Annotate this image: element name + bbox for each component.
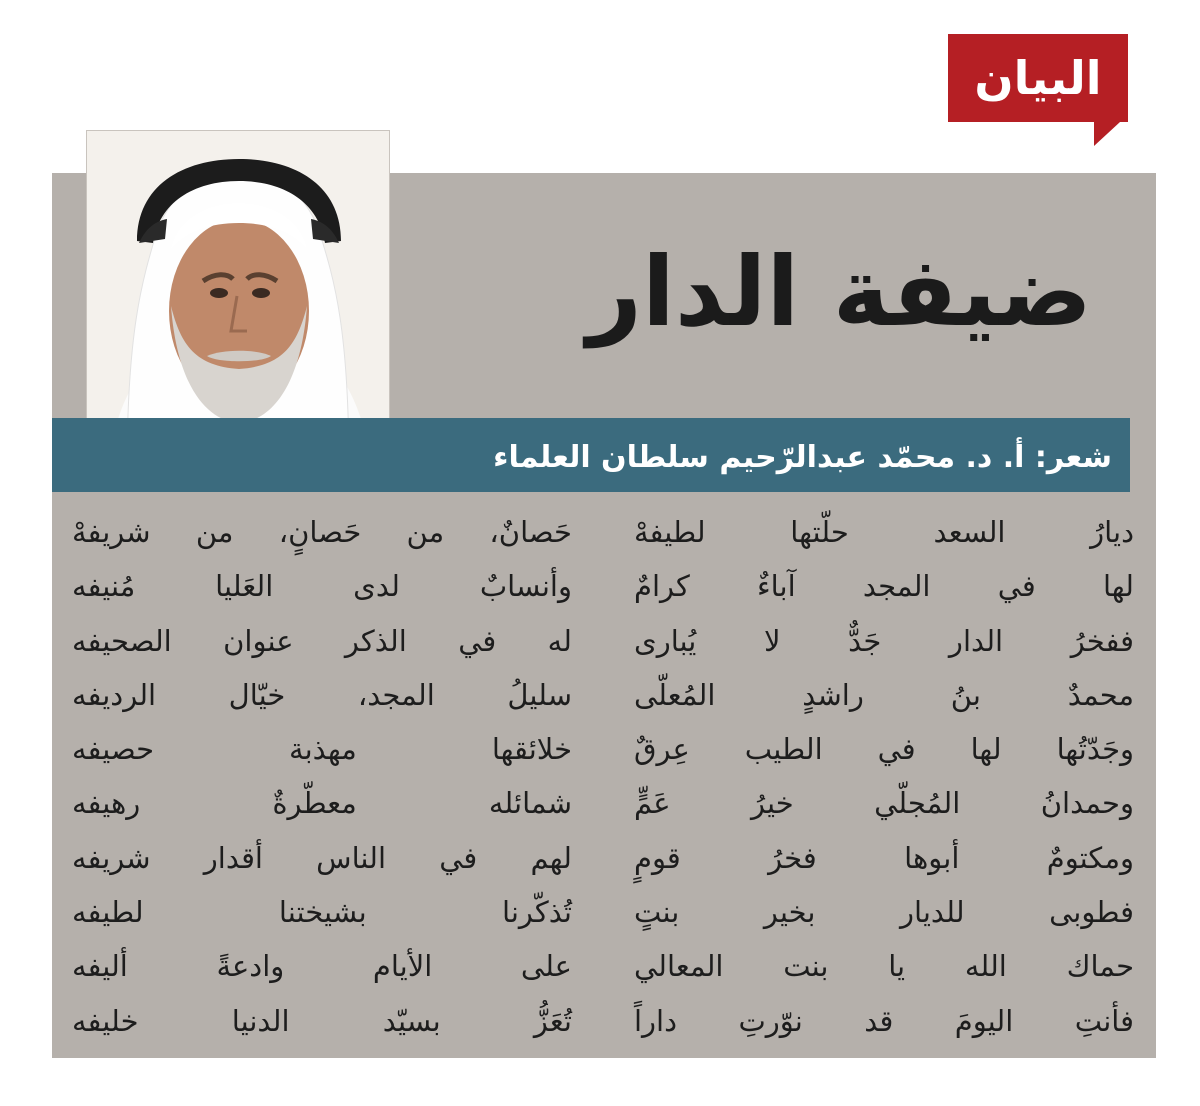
poem-verse: تُعَزُّ بسيّد الدنيا خليفه xyxy=(72,1003,572,1038)
poem-verse: على الأيام وادعةً أليفه xyxy=(72,949,572,984)
logo-speech-tail xyxy=(1094,122,1120,146)
poem-verse: وحمدانُ المُجلّي خيرُ عَمٍّ xyxy=(634,786,1134,821)
poem-verse: سليلُ المجد، خيّال الرديفه xyxy=(72,677,572,712)
poem-verse: وجَدّتُها لها في الطيب عِرقٌ xyxy=(634,732,1134,767)
poem-verse: ومكتومٌ أبوها فخرُ قومٍ xyxy=(634,840,1134,875)
poem-verse: شمائله معطّرةٌ رهيفه xyxy=(72,786,572,821)
poem-verse: محمدٌ بنُ راشدٍ المُعلّى xyxy=(634,677,1134,712)
poem-verse: تُذكّرنا بشيختنا لطيفه xyxy=(72,895,572,930)
poet-byline: شعر: أ. د. محمّد عبدالرّحيم سلطان العلماء xyxy=(493,440,1112,475)
poem-verse: ففخرُ الدار جَدٌّ لا يُبارى xyxy=(634,623,1134,658)
poem-verse: فطوبى للديار بخير بنتٍ xyxy=(634,895,1134,930)
poem-verse: حَصانٌ، من حَصانٍ، من شريفهْ xyxy=(72,515,572,549)
poem-title: ضيفة الدار xyxy=(586,236,1092,348)
poem-right-column xyxy=(634,505,1134,1048)
poem-verse: ديارُ السعد حلّتها لطيفهْ xyxy=(634,515,1134,549)
newspaper-logo xyxy=(948,34,1128,122)
poem-verse: لها في المجد آباءٌ كرامٌ xyxy=(634,569,1134,604)
poem-verse: لهم في الناس أقدار شريفه xyxy=(72,840,572,875)
poem-verse: حماك الله يا بنت المعالي xyxy=(634,949,1134,984)
poem-verse: له في الذكر عنوان الصحيفه xyxy=(72,623,572,658)
poem-verse: وأنسابٌ لدى العَليا مُنيفه xyxy=(72,569,572,604)
poem-left-column xyxy=(72,505,572,1048)
poem-verse: خلائقها مهذبة حصيفه xyxy=(72,732,572,767)
logo-text: البيان xyxy=(974,51,1102,105)
poem-verse: فأنتِ اليومَ قد نوّرتِ داراً xyxy=(634,1003,1134,1038)
